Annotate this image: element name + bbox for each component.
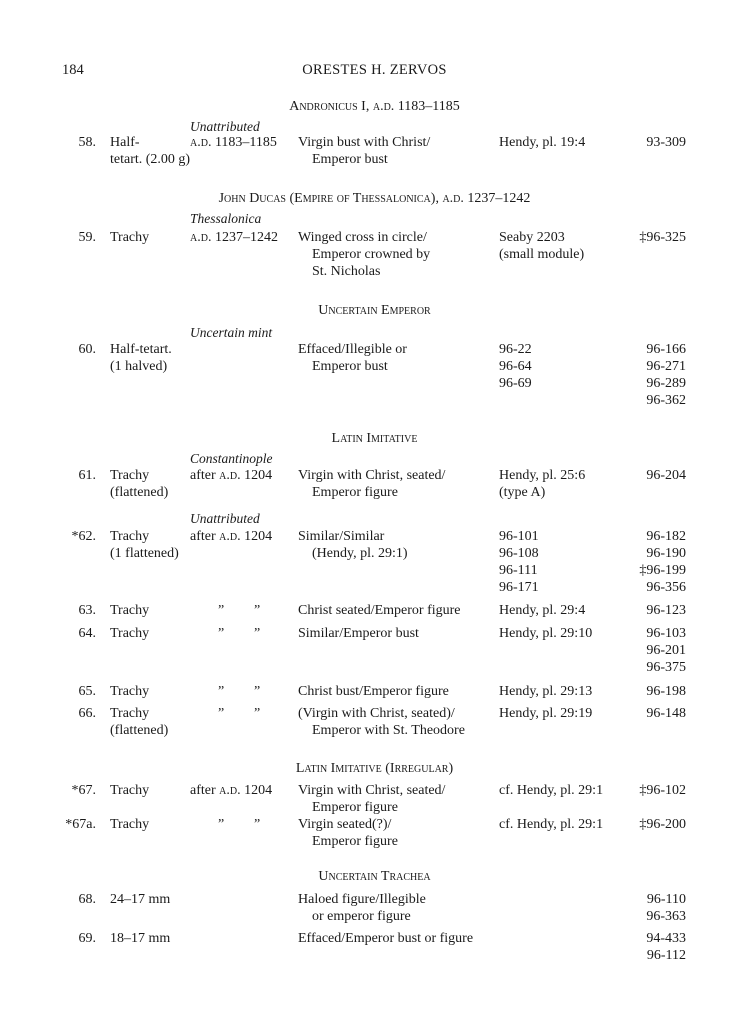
- denomination-cell: [110, 930, 170, 947]
- description-line: Effaced/Emperor bust or figure: [298, 931, 474, 946]
- denomination-cell: [110, 528, 179, 562]
- description-cell: [298, 602, 461, 619]
- description-line: Emperor bust: [312, 152, 388, 167]
- reference-cell: [499, 705, 592, 722]
- accession-number: 96-363: [646, 909, 686, 924]
- reference-cell: [499, 467, 585, 501]
- denomination-line: Trachy: [110, 468, 150, 483]
- section-heading: Uncertain Emperor: [318, 303, 431, 318]
- mint-label: Uncertain mint: [190, 325, 273, 340]
- accession-number: ‡96-199: [639, 563, 686, 578]
- denomination-cell: [110, 602, 149, 619]
- reference-cell: [499, 528, 539, 596]
- mint-label: Unattributed: [190, 511, 260, 526]
- reference-cell: [499, 341, 532, 392]
- section-heading: Uncertain Trachea: [318, 869, 431, 884]
- description-cell: [298, 528, 408, 562]
- description-cell: [298, 229, 430, 280]
- accession-number: 96-182: [646, 529, 686, 544]
- catalogue-number: 66.: [78, 706, 96, 721]
- description-line: Haloed figure/Illegible: [298, 892, 426, 907]
- denomination-line: Trachy: [110, 684, 150, 699]
- denomination-line: (1 halved): [110, 359, 168, 374]
- accession-number: 93-309: [646, 135, 686, 150]
- denomination-line: Trachy: [110, 230, 150, 245]
- catalogue-number: 58.: [78, 135, 96, 150]
- accession-cell: [646, 930, 686, 964]
- description-cell: [298, 625, 419, 642]
- accession-number: 96-198: [646, 684, 686, 699]
- description-line: Emperor with St. Theodore: [312, 723, 465, 738]
- reference-line: 96-111: [499, 563, 538, 578]
- description-line: (Virgin with Christ, seated)/: [298, 706, 455, 721]
- denomination-cell: [110, 341, 172, 375]
- section-heading: Latin Imitative (Irregular): [295, 761, 454, 776]
- catalogue-number: *67a.: [65, 817, 96, 832]
- denomination-line: (flattened): [110, 723, 169, 738]
- catalogue-number: 60.: [78, 342, 96, 357]
- accession-number: 96-289: [646, 376, 686, 391]
- section-heading: Latin Imitative: [331, 431, 418, 446]
- reference-line: 96-22: [499, 342, 532, 357]
- accession-cell: [639, 782, 686, 799]
- reference-cell: [499, 683, 592, 700]
- description-line: Emperor figure: [312, 485, 398, 500]
- accession-number: 96-103: [646, 626, 686, 641]
- description-line: Emperor figure: [312, 800, 398, 815]
- date-cell: a.d. 1183–1185: [190, 135, 277, 150]
- description-cell: [298, 705, 465, 739]
- reference-line: 96-64: [499, 359, 532, 374]
- catalogue-number: 68.: [78, 892, 96, 907]
- accession-number: 96-271: [646, 359, 686, 374]
- date-ditto: ” ”: [218, 626, 261, 641]
- accession-number: 94-433: [646, 931, 686, 946]
- description-cell: [298, 782, 445, 816]
- reference-line: (type A): [499, 485, 546, 500]
- description-cell: [298, 134, 430, 168]
- accession-cell: [646, 341, 686, 409]
- description-cell: [298, 341, 407, 375]
- accession-cell: [646, 683, 686, 700]
- denomination-cell: [110, 782, 149, 799]
- accession-number: 96-123: [646, 603, 686, 618]
- accession-cell: [639, 816, 686, 833]
- catalogue-number: 61.: [78, 468, 96, 483]
- accession-cell: [639, 229, 686, 246]
- description-cell: [298, 816, 398, 850]
- description-line: Virgin with Christ, seated/: [298, 468, 446, 483]
- reference-cell: [499, 229, 584, 263]
- accession-cell: [646, 602, 686, 619]
- accession-number: 96-110: [646, 892, 686, 907]
- running-head: ORESTES H. ZERVOS: [302, 62, 447, 78]
- date-cell: after a.d. 1204: [190, 783, 273, 798]
- date-ditto: ” ”: [218, 603, 261, 618]
- catalogue-number: 63.: [78, 603, 96, 618]
- reference-line: Seaby 2203: [499, 230, 565, 245]
- accession-number: 96-204: [646, 468, 686, 483]
- denomination-cell: [110, 134, 190, 168]
- description-line: Virgin seated(?)/: [298, 817, 392, 832]
- denomination-cell: [110, 891, 170, 908]
- description-cell: [298, 930, 473, 947]
- description-line: Similar/Similar: [298, 529, 385, 544]
- accession-number: ‡96-200: [639, 817, 686, 832]
- section-heading: Andronicus I, a.d. 1183–1185: [289, 99, 460, 114]
- date-ditto: ” ”: [218, 684, 261, 699]
- description-line: Virgin bust with Christ/: [298, 135, 431, 150]
- description-line: Virgin with Christ, seated/: [298, 783, 446, 798]
- denomination-cell: [110, 467, 168, 501]
- reference-cell: [499, 602, 585, 619]
- accession-number: 96-375: [646, 660, 686, 675]
- reference-line: Hendy, pl. 29:10: [499, 626, 593, 641]
- accession-number: 96-356: [646, 580, 686, 595]
- description-line: St. Nicholas: [312, 264, 381, 279]
- reference-line: Hendy, pl. 19:4: [499, 135, 586, 150]
- denomination-line: Trachy: [110, 706, 150, 721]
- accession-number: ‡96-325: [639, 230, 686, 245]
- catalogue-number: 59.: [78, 230, 96, 245]
- reference-cell: [499, 625, 592, 642]
- denomination-line: Trachy: [110, 783, 150, 798]
- denomination-cell: [110, 229, 149, 246]
- catalogue-number: 64.: [78, 626, 96, 641]
- date-cell: after a.d. 1204: [190, 529, 273, 544]
- accession-cell: [646, 705, 686, 722]
- date-cell: after a.d. 1204: [190, 468, 273, 483]
- accession-number: 96-190: [646, 546, 686, 561]
- date-ditto: ” ”: [218, 817, 261, 832]
- accession-number: 96-166: [646, 342, 686, 357]
- accession-cell: [639, 528, 686, 596]
- reference-line: Hendy, pl. 29:19: [499, 706, 593, 721]
- reference-line: 96-101: [499, 529, 539, 544]
- catalogue-number: 65.: [78, 684, 96, 699]
- description-line: Emperor crowned by: [312, 247, 431, 262]
- denomination-line: Trachy: [110, 603, 150, 618]
- reference-line: cf. Hendy, pl. 29:1: [499, 817, 604, 832]
- reference-line: (small module): [499, 247, 585, 262]
- denomination-line: Trachy: [110, 529, 150, 544]
- accession-number: 96-148: [646, 706, 686, 721]
- description-cell: [298, 467, 445, 501]
- denomination-line: (flattened): [110, 485, 169, 500]
- denomination-cell: [110, 683, 149, 700]
- reference-line: 96-69: [499, 376, 532, 391]
- denomination-line: Half-: [110, 135, 140, 150]
- description-line: (Hendy, pl. 29:1): [312, 546, 408, 561]
- accession-cell: [646, 134, 686, 151]
- accession-cell: [646, 467, 686, 484]
- reference-cell: [499, 782, 603, 799]
- reference-line: Hendy, pl. 29:4: [499, 603, 586, 618]
- description-line: Winged cross in circle/: [298, 230, 427, 245]
- description-cell: [298, 891, 426, 925]
- mint-label: Thessalonica: [190, 211, 262, 226]
- denomination-line: 18–17 mm: [110, 931, 171, 946]
- reference-line: 96-108: [499, 546, 539, 561]
- date-cell: a.d. 1237–1242: [190, 230, 278, 245]
- description-cell: [298, 683, 449, 700]
- catalogue-number: *62.: [71, 529, 96, 544]
- accession-number: 96-362: [646, 393, 686, 408]
- description-line: Christ seated/Emperor figure: [298, 603, 461, 618]
- reference-line: Hendy, pl. 25:6: [499, 468, 586, 483]
- denomination-line: Trachy: [110, 817, 150, 832]
- denomination-line: Half-tetart.: [110, 342, 172, 357]
- denomination-line: tetart. (2.00 g): [110, 152, 191, 167]
- denomination-cell: [110, 816, 149, 833]
- denomination-line: Trachy: [110, 626, 150, 641]
- mint-label: Unattributed: [190, 119, 260, 134]
- description-line: Emperor bust: [312, 359, 388, 374]
- section-heading: John Ducas (Empire of Thessalonica), a.d. 1237–1242: [218, 191, 531, 206]
- denomination-line: (1 flattened): [110, 546, 179, 561]
- denomination-cell: [110, 705, 168, 739]
- accession-number: ‡96-102: [639, 783, 686, 798]
- description-line: Emperor figure: [312, 834, 398, 849]
- catalogue-number: 69.: [78, 931, 96, 946]
- description-line: Effaced/Illegible or: [298, 342, 407, 357]
- description-line: Similar/Emperor bust: [298, 626, 419, 641]
- mint-label: Constantinople: [190, 451, 273, 466]
- reference-line: 96-171: [499, 580, 539, 595]
- reference-line: cf. Hendy, pl. 29:1: [499, 783, 604, 798]
- description-line: Christ bust/Emperor figure: [298, 684, 449, 699]
- denomination-line: 24–17 mm: [110, 892, 171, 907]
- reference-cell: [499, 816, 603, 833]
- description-line: or emperor figure: [312, 909, 411, 924]
- accession-cell: [646, 625, 686, 676]
- accession-cell: [646, 891, 686, 925]
- denomination-cell: [110, 625, 149, 642]
- accession-number: 96-201: [646, 643, 686, 658]
- catalogue-number: *67.: [71, 783, 96, 798]
- date-ditto: ” ”: [218, 706, 261, 721]
- page-number: 184: [62, 62, 84, 78]
- accession-number: 96-112: [646, 948, 686, 963]
- reference-cell: [499, 134, 585, 151]
- reference-line: Hendy, pl. 29:13: [499, 684, 593, 699]
